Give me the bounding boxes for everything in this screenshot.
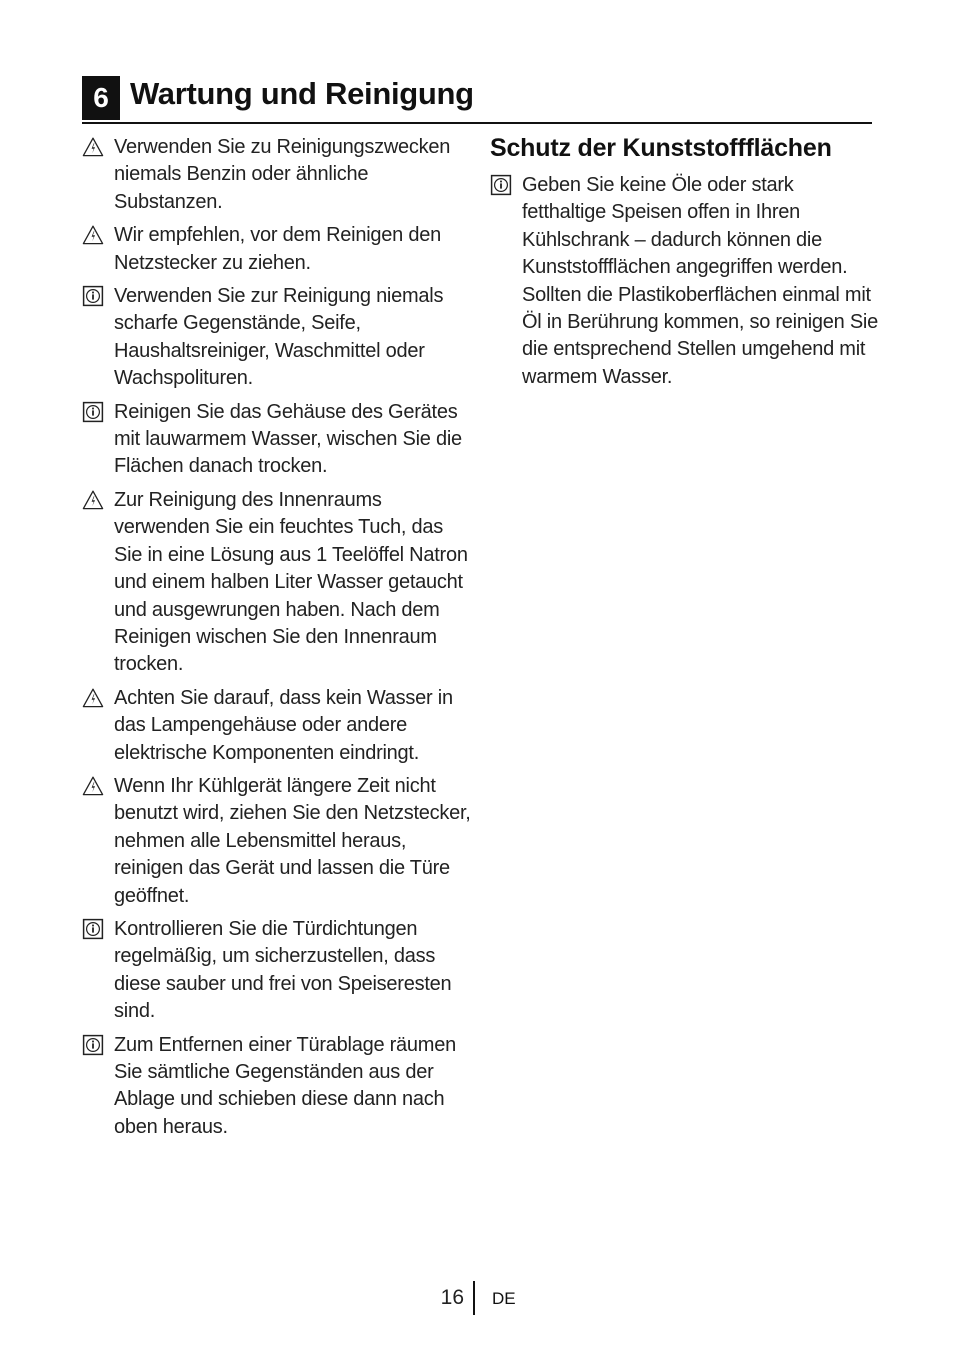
list-item [490, 172, 882, 391]
list-item [82, 222, 474, 277]
item-text: Achten Sie darauf, dass kein Wasser in das Lampengehäuse oder andere elektrische Komponenten eindringt. [114, 686, 453, 764]
item-text: Kontrollieren Sie die Türdichtungen regelmäßig, um sicherzustellen, dass diese sauber und frei von Speiseresten sind. [114, 917, 452, 1023]
left-column [82, 134, 474, 1147]
chapter-number: 6 [82, 76, 120, 120]
list-item [82, 399, 474, 481]
info-icon [82, 401, 104, 423]
warning-icon [82, 489, 104, 511]
warning-icon [82, 775, 104, 797]
chapter-header [82, 74, 872, 124]
item-text: Reinigen Sie das Gehäuse des Gerätes mit lauwarmem Wasser, wischen Sie die Flächen danach trocken. [114, 400, 462, 478]
right-item-list [490, 172, 882, 391]
warning-icon [82, 136, 104, 158]
item-text: Zum Entfernen einer Türablage räumen Sie sämtliche Gegenständen aus der Ablage und schieben diese dann nach oben heraus. [114, 1033, 456, 1138]
info-icon [82, 918, 104, 940]
list-item [82, 773, 474, 910]
info-icon [82, 285, 104, 307]
list-item [82, 487, 474, 679]
section-title: Schutz der Kunststoffflächen [490, 134, 832, 162]
right-column [490, 132, 882, 397]
list-item [82, 1032, 474, 1142]
language-code: DE [492, 1289, 516, 1308]
list-item [82, 685, 474, 767]
footer-divider [473, 1281, 475, 1315]
item-text: Geben Sie keine Öle oder stark fetthaltige Speisen offen in Ihren Kühlschrank – dadurch können die Kunststoffflächen angegriffen werden. Sollten die Plastikoberflächen einmal mit Öl in Berührung kommen, so reinigen Sie die entsprechend Stellen umgehend mit warmem Wasser. [522, 174, 878, 388]
chapter-title: Wartung und Reinigung [130, 76, 474, 111]
item-text: Verwenden Sie zur Reinigung niemals scharfe Gegenstände, Seife, Haushaltsreiniger, Waschmittel oder Wachspolituren. [114, 285, 444, 390]
page-number: 16 [440, 1286, 464, 1309]
warning-icon [82, 224, 104, 246]
item-text: Zur Reinigung des Innenraums verwenden Sie ein feuchtes Tuch, das Sie in eine Lösung aus 1 Teelöffel Natron und einem halben Liter Wasser getaucht und ausgewrungen haben. Nach dem Reinigen wischen Sie den Innenraum trocken. [114, 488, 468, 676]
list-item [82, 283, 474, 393]
item-text: Wenn Ihr Kühlgerät längere Zeit nicht benutzt wird, ziehen Sie den Netzstecker, nehmen alle Lebensmittel heraus, reinigen das Gerät und lassen die Türe geöffnet. [114, 774, 471, 907]
info-icon [82, 1034, 104, 1056]
list-item [82, 916, 474, 1026]
warning-icon [82, 687, 104, 709]
info-icon [490, 174, 512, 196]
item-text: Verwenden Sie zu Reinigungszwecken niemals Benzin oder ähnliche Substanzen. [114, 136, 451, 213]
list-item [82, 134, 474, 216]
item-text: Wir empfehlen, vor dem Reinigen den Netzstecker zu ziehen. [114, 224, 441, 274]
